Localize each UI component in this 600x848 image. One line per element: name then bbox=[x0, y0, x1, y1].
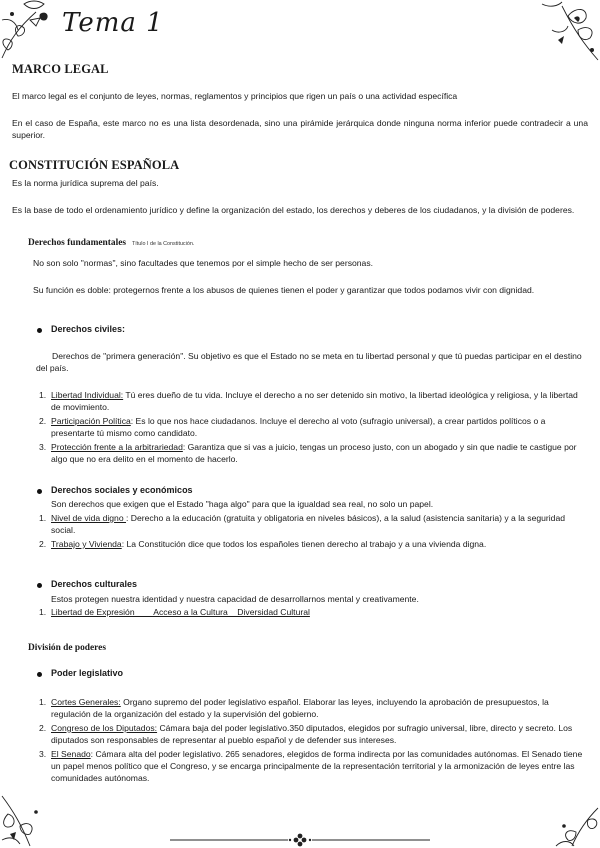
heading-derechos-fundamentales bbox=[28, 238, 194, 248]
df-paragraph-2: Su función es doble: protegernos frente a los abusos de quienes tienen el poder y garantizar que todos podamos vivir con dignidad. bbox=[33, 285, 535, 295]
heading-constitucion: CONSTITUCIÓN ESPAÑOLA bbox=[9, 158, 180, 172]
item-number: 2. bbox=[39, 415, 47, 426]
titulo-note: Título I de la Constitución. bbox=[132, 241, 195, 247]
item-text: : Garantiza que si vas a juicio, tengas un proceso justo, con un abogado y sin que nadie te castigue por algo que no era delito en el momento de hacerlo. bbox=[51, 441, 577, 465]
item-term: Trabajo y Vivienda bbox=[51, 538, 122, 549]
floral-corner-top-left bbox=[0, 0, 70, 60]
bullet-derechos-sociales: Derechos sociales y económicos bbox=[51, 485, 193, 495]
floral-corner-bottom-left bbox=[0, 792, 50, 848]
item-text: : Derecho a la educación (gratuita y obligatoria en niveles básicos), a la salud (asistencia sanitaria) y a la seguridad social. bbox=[51, 513, 566, 536]
page-title: Tema 1 bbox=[62, 8, 164, 38]
sociales-list bbox=[39, 512, 588, 550]
constitucion-paragraph-2: Es la base de todo el ordenamiento jurídico y define la organización del estado, los derechos y deberes de los ciudadanos, y la división de poderes. bbox=[12, 205, 575, 215]
item-text: : La Constitución dice que todos los españoles tienen derecho al trabajo y a una vivienda digna. bbox=[121, 538, 487, 549]
df-paragraph-1: No son solo "normas", sino facultades que tenemos por el simple hecho de ser personas. bbox=[33, 258, 374, 268]
footer-ornament-divider bbox=[170, 832, 430, 848]
item-text: : Cámara alta del poder legislativo. 265 senadores, elegidos de forma indirecta por las comunidades autónomas. El Senado tiene un papel menos político que el Congreso, y se encarga principalmente de la representación territorial y la armonización de leyes entre las comunidades autónomas. bbox=[51, 748, 583, 784]
item-term: Libertad Individual: bbox=[51, 390, 124, 400]
bullet-derechos-culturales: Derechos culturales bbox=[51, 579, 138, 589]
item-term: Congreso de los Diputados: bbox=[51, 722, 158, 733]
item-term: El Senado bbox=[51, 748, 91, 759]
item-text: Tú eres dueño de tu vida. Incluye el derecho a no ser detenido sin motivo, la libertad ideológica y religiosa, y la libertad de movimiento. bbox=[51, 390, 578, 413]
heading-marco-legal: MARCO LEGAL bbox=[12, 62, 109, 76]
item-number: 1. bbox=[39, 390, 47, 400]
item-term: Libertad de Expresión Acceso a la Cultura Diversidad Cultural bbox=[51, 607, 310, 617]
item-number: 1. bbox=[39, 697, 47, 707]
item-text: : Es lo que nos hace ciudadanos. Incluye el derecho al voto (sufragio universal), a crear partidos políticos o a presentarte tú mismo como candidato. bbox=[51, 415, 546, 439]
derechos-fundamentales-title: Derechos fundamentales bbox=[28, 238, 126, 248]
list-item bbox=[39, 748, 588, 785]
item-number: 3. bbox=[39, 441, 47, 452]
heading-division-poderes: División de poderes bbox=[28, 643, 106, 653]
item-text: Organo supremo del poder legislativo español. Elaborar las leyes, incluyendo la aprobación de presupuestos, la regulación de la organización del estado y la supervisión del gobierno. bbox=[51, 697, 549, 720]
legislativo-list bbox=[39, 696, 588, 785]
marco-legal-paragraph-2: En el caso de España, este marco no es una lista desordenada, sino una pirámide jerárquica donde ninguna norma inferior puede contradecir a una superior. bbox=[12, 118, 588, 141]
bullet-poder-legislativo: Poder legislativo bbox=[51, 668, 124, 678]
item-term: Nivel de vida digno bbox=[51, 513, 127, 523]
list-item bbox=[39, 512, 588, 537]
constitucion-paragraph-1: Es la norma jurídica suprema del país. bbox=[12, 178, 159, 188]
marco-legal-paragraph-1: El marco legal es el conjunto de leyes, normas, reglamentos y principios que rigen un país o una actividad específica bbox=[12, 91, 458, 101]
item-number: 2. bbox=[39, 538, 47, 549]
item-term: Cortes Generales: bbox=[51, 697, 121, 707]
culturales-intro: Estos protegen nuestra identidad y nuestra capacidad de desarrollarnos mental y creativamente. bbox=[51, 594, 419, 604]
list-item bbox=[39, 389, 588, 414]
item-number: 2. bbox=[39, 722, 47, 733]
item-text: Cámara baja del poder legislativo.350 diputados, elegidos por sufragio universal, libre, directo y secreto. Los diputados son responsables de representar al pueblo español y de defender sus intereses. bbox=[51, 722, 573, 746]
civiles-intro: Derechos de "primera generación". Su objetivo es que el Estado no se meta en tu libertad personal y que tú puedas participar en el destino del país. bbox=[36, 351, 582, 374]
list-item bbox=[39, 441, 588, 466]
item-number: 3. bbox=[39, 748, 47, 759]
list-item bbox=[39, 722, 588, 747]
item-number: 1. bbox=[39, 513, 47, 523]
culturales-list-item bbox=[39, 606, 588, 618]
floral-corner-top-right bbox=[522, 0, 600, 62]
list-item bbox=[39, 538, 588, 550]
item-number: 1. bbox=[39, 607, 47, 617]
sociales-intro: Son derechos que exigen que el Estado "haga algo" para que la igualdad sea real, no solo un papel. bbox=[51, 499, 434, 509]
list-item bbox=[39, 696, 588, 721]
civiles-list bbox=[39, 389, 588, 465]
item-term: Participación Política bbox=[51, 415, 131, 426]
item-term: Protección frente a la arbitrariedad bbox=[51, 441, 183, 452]
bullet-derechos-civiles: Derechos civiles: bbox=[51, 324, 126, 334]
floral-corner-bottom-right bbox=[548, 806, 600, 848]
list-item bbox=[39, 415, 588, 440]
